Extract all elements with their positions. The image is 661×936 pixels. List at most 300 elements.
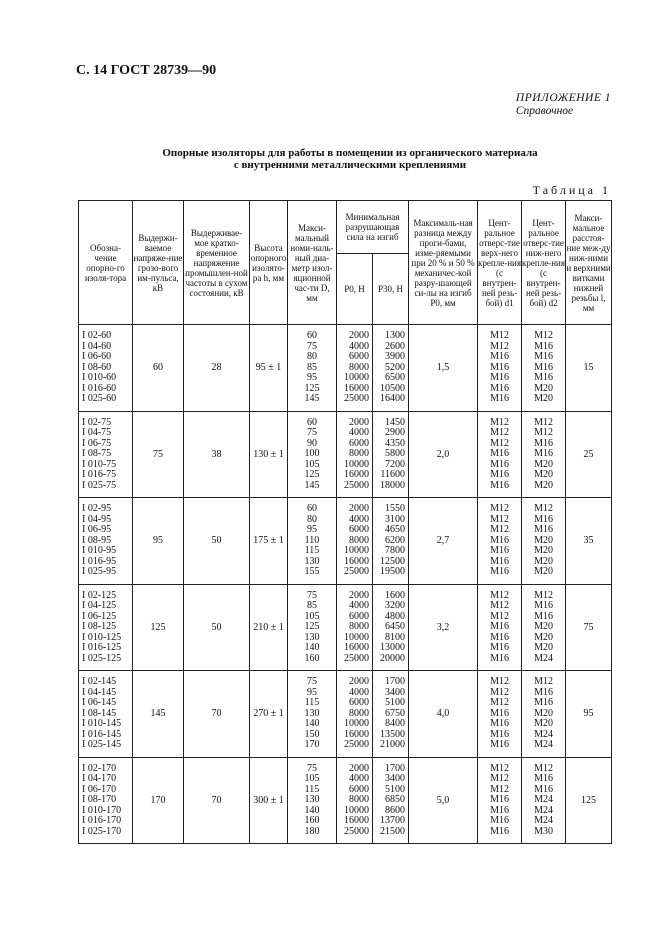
diameter-list-value: 170 (304, 739, 320, 750)
p30-list-value: 3100 (385, 513, 406, 525)
d1-list-value: M16 (490, 621, 509, 632)
insulator-designations-value: I 06-75 (82, 437, 112, 449)
p30-list-value: 6500 (385, 372, 406, 383)
d1-list-value: M12 (490, 513, 509, 525)
p30-list-value: 7200 (385, 458, 406, 470)
insulator-height: 130 ± 1 (250, 411, 288, 498)
p0-list-value: 10000 (344, 372, 369, 383)
diameter-list-value: 95 (307, 524, 317, 535)
d2-list (522, 325, 566, 412)
d1-list-value: M12 (490, 610, 509, 622)
d2-list-value: M16 (534, 524, 553, 535)
insulator-designations-value: I 06-125 (82, 610, 117, 622)
thread-distance: 75 (566, 584, 612, 671)
d2-list-value: M20 (534, 566, 553, 577)
p30-list-value: 5800 (385, 448, 406, 459)
p30-list-value: 4800 (385, 610, 406, 622)
insulator-designations-value: I 04-125 (82, 600, 117, 611)
d1-list-value: M16 (490, 351, 509, 362)
document-title (100, 147, 600, 171)
p30-list-value: 1300 (385, 330, 406, 341)
diameter-list-value: 75 (307, 340, 317, 352)
impulse-voltage: 145 (133, 671, 184, 758)
d2-list-value: M24 (534, 739, 553, 750)
p30-list-value: 1600 (385, 589, 406, 601)
p30-list-value: 8400 (385, 718, 406, 729)
d2-list-value: M12 (534, 503, 553, 514)
col-l: Макси-мальное расстоя-ние меж-ду ниж-ними и верхними витками нижней резьбы l, мм (566, 201, 612, 325)
p0-list-value: 8000 (349, 621, 369, 632)
p0-list-value: 2000 (349, 762, 369, 774)
diameter-list-value: 145 (304, 393, 320, 404)
p0-list-value: 16000 (344, 555, 369, 567)
d2-list-value: M16 (534, 600, 553, 611)
d2-list-value: M16 (534, 783, 553, 795)
diameter-list (288, 671, 337, 758)
p0-list-value: 4000 (349, 773, 369, 784)
impulse-voltage: 170 (133, 757, 184, 844)
insulator-designations-value: I 08-170 (82, 794, 117, 805)
d1-list-value: M16 (490, 534, 509, 546)
diameter-list-value: 140 (304, 718, 320, 729)
insulator-designations-value: I 06-95 (82, 524, 112, 535)
short-voltage: 38 (184, 411, 250, 498)
diameter-list-value: 60 (307, 416, 317, 428)
d2-list-value: M24 (534, 804, 553, 816)
col-short-voltage: Выдерживае-мое кратко-временное напряжение промышлен-ной частоты в сухом состоянии, кВ (184, 201, 250, 325)
insulator-designations-value: I 08-145 (82, 707, 117, 719)
deflection-diff: 3,2 (409, 584, 478, 671)
insulator-designations-value: I 04-170 (82, 773, 117, 784)
d1-list-value: M12 (490, 783, 509, 795)
short-voltage: 50 (184, 498, 250, 585)
d1-list-value: M12 (490, 524, 509, 535)
d2-list-value: M12 (534, 589, 553, 601)
col-deflection: Максималь-ная разница между проги-бами, изме-ряемыми при 20 % и 50 % механичес-кой разру-шающей си-лы на изгиб P0, мм (409, 201, 478, 325)
insulator-table (78, 200, 612, 844)
p0-list-value: 2000 (349, 589, 369, 601)
diameter-list-value: 140 (304, 642, 320, 653)
d1-list-value: M16 (490, 804, 509, 816)
insulator-designations-value: I 010-145 (82, 718, 122, 729)
p0-list-value: 10000 (344, 631, 369, 643)
p0-list-value: 4000 (349, 513, 369, 525)
d1-list-value: M16 (490, 652, 509, 664)
diameter-list-value: 155 (304, 566, 320, 577)
insulator-designations-value: I 04-145 (82, 686, 117, 698)
d2-list-value: M20 (534, 718, 553, 729)
diameter-list-value: 100 (304, 448, 320, 459)
insulator-designations-value: I 010-60 (82, 372, 117, 383)
p0-list-value: 10000 (344, 718, 369, 729)
col-designation: Обозна-чение опорно-го изоля-тора (79, 201, 133, 325)
d1-list-value: M16 (490, 631, 509, 643)
col-diameter: Макси-мальный номи-наль-ный диа-метр изол-яционной час-ти D, мм (288, 201, 337, 325)
p30-list (373, 757, 409, 844)
deflection-diff: 2,0 (409, 411, 478, 498)
insulator-height: 210 ± 1 (250, 584, 288, 671)
insulator-designations-value: I 010-125 (82, 631, 122, 643)
p30-list (373, 411, 409, 498)
p30-list-value: 6850 (385, 794, 406, 805)
p30-list-value: 5100 (385, 783, 406, 795)
diameter-list-value: 145 (304, 479, 320, 491)
p0-list-value: 4000 (349, 600, 369, 611)
p30-list-value: 13000 (380, 642, 406, 653)
diameter-list-value: 105 (304, 458, 320, 470)
insulator-designations-value: I 02-75 (82, 416, 112, 428)
d1-list (478, 584, 522, 671)
insulator-designations-value: I 025-60 (82, 393, 117, 404)
p0-list-value: 4000 (349, 427, 369, 438)
d1-list-value: M16 (490, 825, 509, 837)
diameter-list-value: 160 (304, 652, 320, 664)
insulator-designations-value: I 08-125 (82, 621, 117, 632)
d2-list-value: M30 (534, 825, 553, 837)
diameter-list-value: 90 (307, 437, 317, 449)
p0-list-value: 25000 (344, 652, 369, 664)
diameter-list-value: 125 (304, 382, 320, 394)
d2-list (522, 757, 566, 844)
diameter-list-value: 130 (304, 794, 320, 805)
p30-list-value: 18000 (380, 479, 406, 491)
d1-list-value: M16 (490, 382, 509, 394)
d2-list-value: M20 (534, 631, 553, 643)
p30-list-value: 21000 (380, 739, 406, 750)
d2-list-value: M20 (534, 393, 553, 404)
thread-distance: 35 (566, 498, 612, 585)
p0-list-value: 6000 (349, 610, 369, 622)
col-height: Высота опорного изолято-ра h, мм (250, 201, 288, 325)
d1-list-value: M16 (490, 739, 509, 750)
p0-list-value: 6000 (349, 783, 369, 795)
diameter-list-value: 60 (307, 503, 317, 514)
d2-list-value: M20 (534, 534, 553, 546)
p0-list-value: 25000 (344, 393, 369, 404)
d2-list-value: M24 (534, 815, 553, 826)
diameter-list (288, 411, 337, 498)
p30-list-value: 10500 (380, 382, 406, 394)
table-row (79, 757, 612, 844)
d2-list-value: M20 (534, 642, 553, 653)
d2-list-value: M16 (534, 448, 553, 459)
insulator-designations-value: I 010-95 (82, 545, 117, 556)
insulator-designations-value: I 010-75 (82, 458, 117, 470)
d1-list-value: M16 (490, 566, 509, 577)
insulator-height: 270 ± 1 (250, 671, 288, 758)
p30-list-value: 4650 (385, 524, 406, 535)
p30-list-value: 3200 (385, 600, 406, 611)
insulator-designations-value: I 025-170 (82, 825, 122, 837)
insulator-designations-value: I 08-95 (82, 534, 112, 546)
d1-list-value: M16 (490, 642, 509, 653)
d1-list-value: M12 (490, 427, 509, 438)
diameter-list-value: 85 (307, 361, 317, 373)
diameter-list-value: 85 (307, 600, 317, 611)
d2-list (522, 411, 566, 498)
p30-list-value: 12500 (380, 555, 406, 567)
d1-list-value: M16 (490, 458, 509, 470)
d1-list-value: M16 (490, 555, 509, 567)
p0-list-value: 8000 (349, 448, 369, 459)
diameter-list-value: 75 (307, 762, 317, 774)
p30-list-value: 1550 (385, 503, 406, 514)
insulator-height: 95 ± 1 (250, 325, 288, 412)
d1-list-value: M16 (490, 448, 509, 459)
d2-list-value: M20 (534, 621, 553, 632)
p30-list (373, 584, 409, 671)
col-p0: P0, Н (337, 254, 373, 325)
table-row (79, 498, 612, 585)
d1-list-value: M16 (490, 479, 509, 491)
insulator-designations-value: I 016-170 (82, 815, 122, 826)
d1-list-value: M12 (490, 762, 509, 774)
diameter-list-value: 180 (304, 825, 320, 837)
insulator-designations-value: I 06-170 (82, 783, 117, 795)
diameter-list-value: 130 (304, 707, 320, 719)
title-line-2: с внутренними металлическими креплениями (233, 159, 467, 171)
diameter-list-value: 95 (307, 372, 317, 383)
d2-list-value: M16 (534, 513, 553, 525)
d1-list-value: M12 (490, 416, 509, 428)
deflection-diff: 4,0 (409, 671, 478, 758)
d1-list (478, 325, 522, 412)
d1-list-value: M16 (490, 728, 509, 740)
p30-list-value: 3900 (385, 351, 406, 362)
d2-list-value: M16 (534, 697, 553, 708)
d1-list (478, 411, 522, 498)
deflection-diff: 5,0 (409, 757, 478, 844)
d1-list-value: M16 (490, 794, 509, 805)
p30-list-value: 1700 (385, 676, 406, 687)
d2-list-value: M16 (534, 351, 553, 362)
col-impulse: Выдержи-ваемое напряже-ние грозо-вого им-пульса, кВ (133, 201, 184, 325)
insulator-height: 175 ± 1 (250, 498, 288, 585)
insulator-designations-value: I 04-95 (82, 513, 112, 525)
short-voltage: 70 (184, 671, 250, 758)
p30-list-value: 13500 (380, 728, 406, 740)
d2-list-value: M20 (534, 707, 553, 719)
p30-list-value: 3400 (385, 773, 406, 784)
d2-list-value: M20 (534, 555, 553, 567)
p0-list-value: 6000 (349, 351, 369, 362)
impulse-voltage: 75 (133, 411, 184, 498)
p0-list-value: 4000 (349, 340, 369, 352)
d1-list-value: M16 (490, 393, 509, 404)
d1-list-value: M16 (490, 707, 509, 719)
d2-list-value: M20 (534, 469, 553, 480)
appendix-type: Справочное (515, 105, 574, 117)
diameter-list-value: 105 (304, 773, 320, 784)
p0-list-value: 10000 (344, 545, 369, 556)
d1-list (478, 671, 522, 758)
col-p30: P30, Н (373, 254, 409, 325)
p30-list-value: 2600 (385, 340, 406, 352)
appendix-label (516, 92, 611, 118)
d1-list-value: M12 (490, 773, 509, 784)
d2-list-value: M16 (534, 773, 553, 784)
insulator-designations-value: I 08-60 (82, 361, 112, 373)
p30-list-value: 5100 (385, 697, 406, 708)
insulator-designations (79, 325, 133, 412)
p30-list-value: 8100 (385, 631, 406, 643)
p30-list-value: 8600 (385, 804, 406, 816)
col-d1: Цент-ральное отверс-тие верх-него крепле-ния (с внутрен-ней резь-бой) d1 (478, 201, 522, 325)
p0-list-value: 16000 (344, 469, 369, 480)
p30-list-value: 1700 (385, 762, 406, 774)
p30-list-value: 13700 (380, 815, 406, 826)
d2-list-value: M12 (534, 330, 553, 341)
d2-list-value: M16 (534, 437, 553, 449)
diameter-list-value: 95 (307, 686, 317, 698)
insulator-designations-value: I 025-75 (82, 479, 117, 491)
p0-list-value: 25000 (344, 566, 369, 577)
p30-list-value: 1450 (385, 416, 406, 428)
insulator-designations-value: I 025-145 (82, 739, 122, 750)
d2-list-value: M12 (534, 416, 553, 428)
insulator-designations-value: I 016-145 (82, 728, 122, 740)
thread-distance: 125 (566, 757, 612, 844)
col-d2: Цент-ральное отверс-тие ниж-него крепле-ния (с внутрен-ней резь-бой) d2 (522, 201, 566, 325)
p0-list-value: 2000 (349, 503, 369, 514)
p30-list-value: 20000 (380, 652, 406, 664)
d1-list (478, 757, 522, 844)
table-label: Таблица 1 (532, 183, 611, 197)
table-row (79, 411, 612, 498)
diameter-list (288, 584, 337, 671)
d1-list-value: M12 (490, 330, 509, 341)
insulator-designations-value: I 06-145 (82, 697, 117, 708)
title-line-1: Опорные изоляторы для работы в помещении из органического материала (162, 147, 538, 159)
insulator-designations-value: I 010-170 (82, 804, 122, 816)
p0-list-value: 16000 (344, 382, 369, 394)
p30-list-value: 4350 (385, 437, 406, 449)
d1-list-value: M12 (490, 697, 509, 708)
d2-list (522, 584, 566, 671)
diameter-list-value: 140 (304, 804, 320, 816)
p30-list-value: 6200 (385, 534, 406, 546)
p0-list-value: 8000 (349, 534, 369, 546)
d2-list (522, 498, 566, 585)
d2-list-value: M20 (534, 382, 553, 394)
insulator-designations-value: I 016-60 (82, 382, 117, 394)
d1-list (478, 498, 522, 585)
diameter-list-value: 130 (304, 631, 320, 643)
d1-list-value: M12 (490, 589, 509, 601)
insulator-designations-value: I 04-75 (82, 427, 112, 438)
insulator-designations (79, 411, 133, 498)
insulator-designations-value: I 016-95 (82, 555, 117, 567)
p30-list (373, 671, 409, 758)
appendix-title: ПРИЛОЖЕНИЕ 1 (515, 92, 611, 104)
insulator-height: 300 ± 1 (250, 757, 288, 844)
p0-list (337, 584, 373, 671)
table-body (79, 325, 612, 844)
insulator-designations-value: I 02-60 (82, 330, 112, 341)
d1-list-value: M12 (490, 686, 509, 698)
d2-list-value: M16 (534, 372, 553, 383)
d1-list-value: M12 (490, 437, 509, 449)
d1-list-value: M12 (490, 676, 509, 687)
diameter-list (288, 757, 337, 844)
insulator-designations-value: I 02-145 (82, 676, 117, 687)
p0-list-value: 8000 (349, 707, 369, 719)
diameter-list-value: 110 (304, 534, 320, 546)
diameter-list-value: 80 (307, 513, 317, 525)
insulator-designations (79, 671, 133, 758)
p0-list-value: 8000 (349, 794, 369, 805)
insulator-designations (79, 757, 133, 844)
diameter-list-value: 75 (307, 589, 317, 601)
p0-list-value: 16000 (344, 642, 369, 653)
d2-list-value: M24 (534, 728, 553, 740)
d2-list-value: M16 (534, 361, 553, 373)
p30-list-value: 3400 (385, 686, 406, 698)
p0-list (337, 325, 373, 412)
d2-list-value: M16 (534, 340, 553, 352)
diameter-list-value: 75 (307, 676, 317, 687)
p0-list (337, 757, 373, 844)
p30-list-value: 19500 (380, 566, 406, 577)
p0-list (337, 671, 373, 758)
d2-list-value: M16 (534, 610, 553, 622)
d2-list (522, 671, 566, 758)
d2-list-value: M24 (534, 794, 553, 805)
p30-list-value: 6450 (385, 621, 406, 632)
insulator-designations-value: I 02-95 (82, 503, 112, 514)
p0-list-value: 6000 (349, 437, 369, 449)
diameter-list-value: 130 (304, 555, 320, 567)
p0-list-value: 25000 (344, 739, 369, 750)
p0-list-value: 16000 (344, 728, 369, 740)
thread-distance: 25 (566, 411, 612, 498)
p0-list-value: 6000 (349, 524, 369, 535)
p0-list-value: 25000 (344, 479, 369, 491)
d1-list-value: M16 (490, 361, 509, 373)
diameter-list-value: 80 (307, 351, 317, 362)
deflection-diff: 1,5 (409, 325, 478, 412)
p30-list-value: 16400 (380, 393, 406, 404)
diameter-list-value: 75 (307, 427, 317, 438)
p0-list-value: 4000 (349, 686, 369, 698)
impulse-voltage: 60 (133, 325, 184, 412)
d2-list-value: M20 (534, 458, 553, 470)
p0-list-value: 16000 (344, 815, 369, 826)
p30-list (373, 498, 409, 585)
d2-list-value: M12 (534, 427, 553, 438)
d2-list-value: M16 (534, 686, 553, 698)
d1-list-value: M16 (490, 718, 509, 729)
diameter-list-value: 60 (307, 330, 317, 341)
p0-list-value: 8000 (349, 361, 369, 373)
d1-list-value: M16 (490, 545, 509, 556)
insulator-designations (79, 498, 133, 585)
diameter-list-value: 115 (304, 697, 320, 708)
impulse-voltage: 95 (133, 498, 184, 585)
p30-list-value: 21500 (380, 825, 406, 837)
diameter-list-value: 125 (304, 469, 320, 480)
d2-list-value: M20 (534, 545, 553, 556)
insulator-designations-value: I 04-60 (82, 340, 112, 352)
diameter-list-value: 115 (304, 783, 320, 795)
p0-list-value: 25000 (344, 825, 369, 837)
d2-list-value: M20 (534, 479, 553, 491)
table-row (79, 325, 612, 412)
insulator-designations (79, 584, 133, 671)
p30-list-value: 7800 (385, 545, 406, 556)
d1-list-value: M16 (490, 469, 509, 480)
diameter-list-value: 115 (304, 545, 320, 556)
